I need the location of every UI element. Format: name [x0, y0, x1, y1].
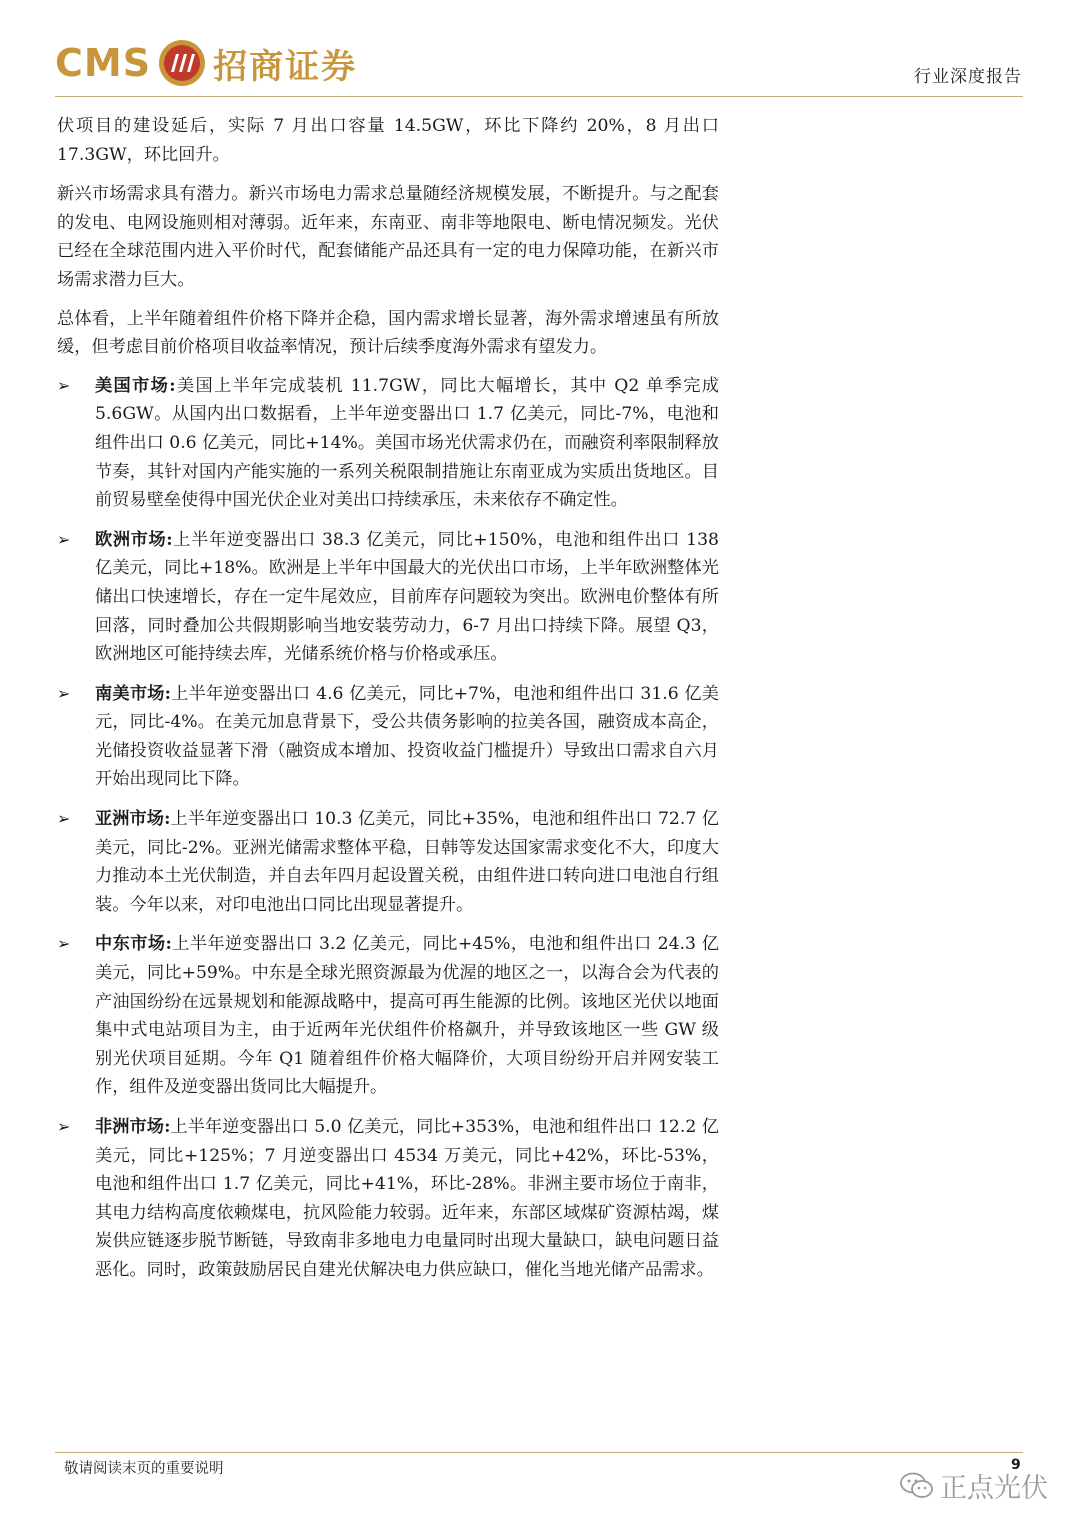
bullet-arrow-icon: ➢ [57, 375, 71, 395]
header-divider [55, 96, 1023, 97]
page-header [0, 0, 1080, 100]
bullet-arrow-icon: ➢ [57, 683, 71, 703]
bullet-arrow-icon: ➢ [57, 1117, 71, 1136]
report-type-label: 行业深度报告 [914, 67, 1022, 87]
market-bullet-europe [57, 526, 719, 669]
market-text: 上半年逆变器出口 5.0 亿美元，同比+353%，电池和组件出口 12.2 亿美元，同比+125%；7 月逆变器出口 4534 万美元，同比+42%，环比-53%，电池和组件出口 1.7 亿美元，同比+41%，环比-28%。非洲主要市场位于南非，其电力结构高度依赖煤电，抗风险能力较弱。近年来，东部区域煤矿资源枯竭，煤炭供应链逐步脱节断链，导致南非多地电力电量同时出现大量缺口，缺电问题日益恶化。同时，政策鼓励居民自建光伏解决电力供应缺口，催化当地光储产品需求。 [95, 1117, 719, 1280]
market-text: 上半年逆变器出口 4.6 亿美元，同比+7%，电池和组件出口 31.6 亿美元，同比-4%。在美元加息背景下，受公共债务影响的拉美各国，融资成本高企，光储投资收益显著下滑（融资成本增加、投资收益门槛提升）导致出口需求自六月开始出现同比下降。 [95, 683, 719, 790]
market-bullet-us [57, 372, 719, 515]
bullet-arrow-icon: ➢ [57, 529, 71, 549]
watermark-text: 正点光伏 [940, 1473, 1048, 1504]
market-title: 欧洲市场: [95, 529, 173, 550]
market-title: 亚洲市场: [95, 809, 171, 830]
page-number: 9 [1011, 1457, 1021, 1473]
logo-emblem-icon [157, 38, 207, 88]
market-text: 上半年逆变器出口 10.3 亿美元，同比+35%，电池和组件出口 72.7 亿美元，同比-2%。亚洲光储需求整体平稳，日韩等发达国家需求变化不大，印度大力推动本土光伏制造，并自去年四月起设置关税，由组件进口转向进口电池自行组装。今年以来，对印电池出口同比出现显著提升。 [95, 809, 719, 915]
paragraph-3: 总体看，上半年随着组件价格下降并企稳，国内需求增长显著，海外需求增速虽有所放缓，但考虑目前价格项目收益率情况，预计后续季度海外需求有望发力。 [57, 308, 719, 358]
footer-divider [55, 1452, 1023, 1453]
company-logo [55, 36, 357, 90]
watermark [900, 1466, 1048, 1505]
market-bullet-africa [57, 1113, 719, 1285]
market-bullet-south-america [57, 680, 719, 794]
market-title: 南美市场: [95, 683, 171, 704]
market-text: 美国上半年完成装机 11.7GW，同比大幅增长，其中 Q2 单季完成 5.6GW。从国内出口数据看，上半年逆变器出口 1.7 亿美元，同比-7%，电池和组件出口 0.6 亿美元，同比+14%。美国市场光伏需求仍在，而融资利率限制释放节奏，其针对国内产能实施的一系列关税限制措施让东南亚成为实质出货地区。目前贸易壁垒使得中国光伏企业对美出口持续承压，未来依存不确定性。 [95, 375, 719, 511]
disclaimer-note: 敬请阅读末页的重要说明 [64, 1461, 224, 1477]
paragraph-1: 伏项目的建设延后，实际 7 月出口容量 14.5GW，环比下降约 20%，8 月出口 17.3GW，环比回升。 [57, 116, 719, 165]
market-bullet-asia [57, 805, 719, 919]
logo-cms-text: CMS [55, 41, 152, 85]
wechat-icon [900, 1472, 934, 1500]
logo-chinese-text: 招商证券 [213, 46, 358, 87]
bullet-arrow-icon: ➢ [57, 809, 71, 829]
market-text: 上半年逆变器出口 3.2 亿美元，同比+45%，电池和组件出口 24.3 亿美元，同比+59%。中东是全球光照资源最为优渥的地区之一，以海合会为代表的产油国纷纷在远景规划和能源战略中，提高可再生能源的比例。该地区光伏以地面集中式电站项目为主，由于近两年光伏组件价格飙升，并导致该地区一些 GW 级别光伏项目延期。今年 Q1 随着组件价格大幅降价，大项目纷纷开启并网安装工作，组件及逆变器出货同比大幅提升。 [95, 934, 719, 1098]
main-content [57, 112, 719, 1296]
market-title: 非洲市场: [95, 1117, 171, 1137]
market-title: 中东市场: [95, 934, 172, 955]
bullet-arrow-icon: ➢ [57, 934, 71, 954]
market-title: 美国市场: [95, 375, 176, 396]
market-text: 上半年逆变器出口 38.3 亿美元，同比+150%，电池和组件出口 138 亿美元，同比+18%。欧洲是上半年中国最大的光伏出口市场，上半年欧洲整体光储出口快速增长，存在一定牛尾效应，目前库存问题较为突出。欧洲电价整体有所回落，同时叠加公共假期影响当地安装劳动力，6-7 月出口持续下降。展望 Q3，欧洲地区可能持续去库，光储系统价格与价格或承压。 [95, 529, 719, 665]
paragraph-2: 新兴市场需求具有潜力。新兴市场电力需求总量随经济规模发展，不断提升。与之配套的发电、电网设施则相对薄弱。近年来，东南亚、南非等地限电、断电情况频发。光伏已经在全球范围内进入平价时代，配套储能产品还具有一定的电力保障功能，在新兴市场需求潜力巨大。 [57, 184, 719, 290]
market-bullet-middle-east [57, 930, 719, 1102]
